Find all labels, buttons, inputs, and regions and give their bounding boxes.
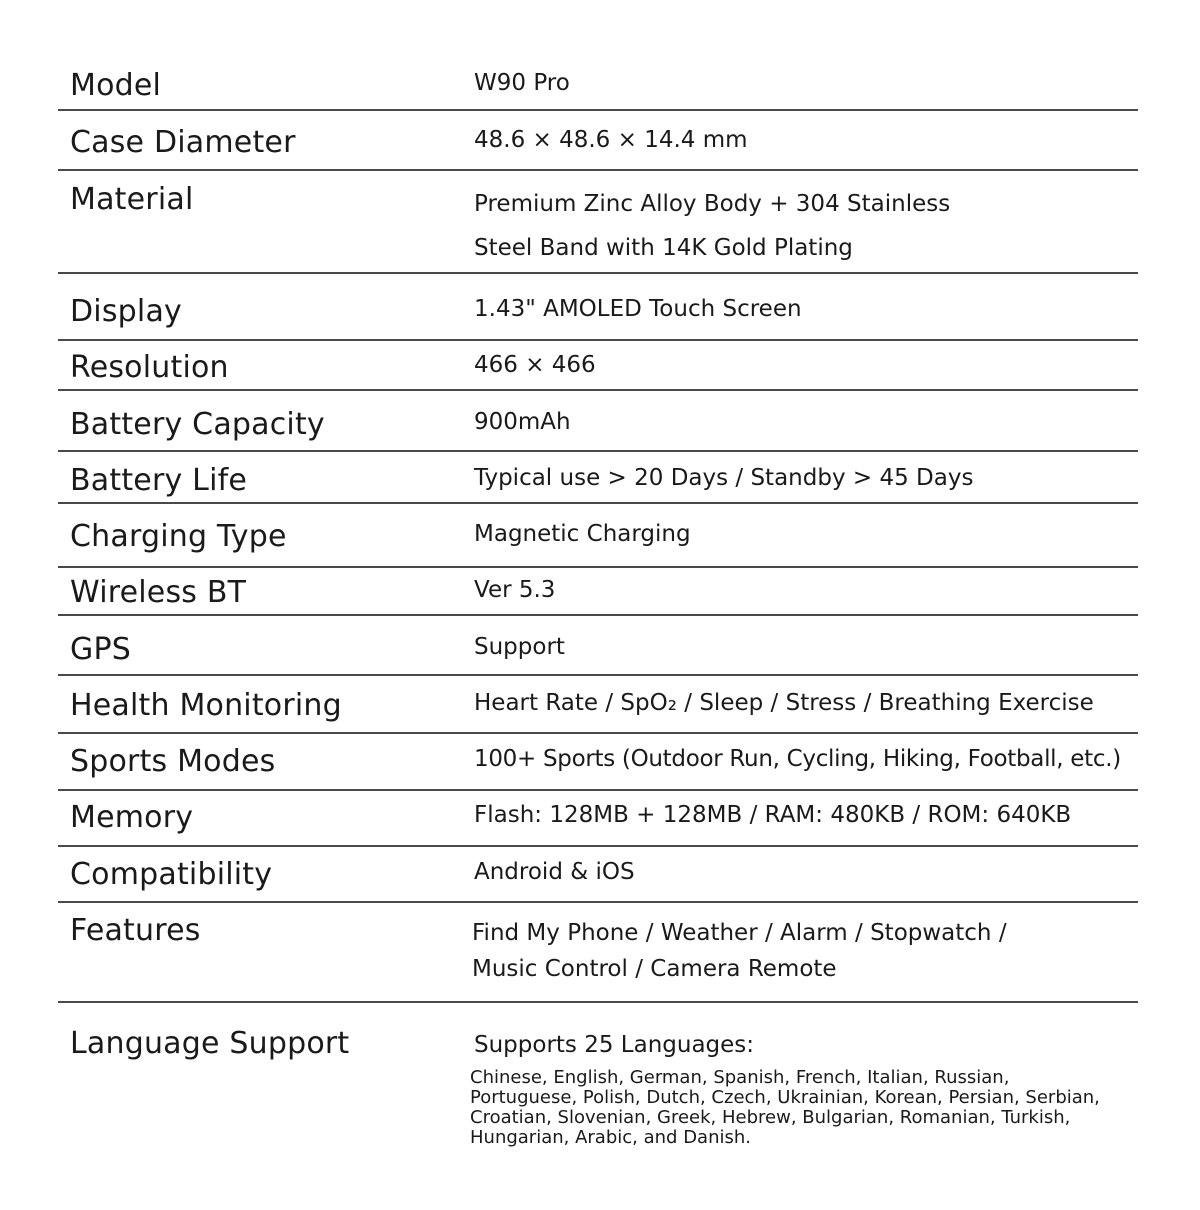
row-divider	[58, 614, 1138, 616]
row-divider	[58, 1001, 1138, 1003]
row-divider	[58, 566, 1138, 568]
spec-value: Support	[474, 634, 565, 660]
row-divider	[58, 450, 1138, 452]
language-list-line-4: Hungarian, Arabic, and Danish.	[470, 1127, 751, 1148]
spec-value: Flash: 128MB + 128MB / RAM: 480KB / ROM: 640KB	[474, 802, 1072, 828]
spec-value-line-2: Steel Band with 14K Gold Plating	[474, 235, 853, 261]
spec-label: Model	[70, 68, 162, 103]
spec-value-line-1: Premium Zinc Alloy Body + 304 Stainless	[474, 191, 951, 217]
spec-label: Battery Life	[70, 463, 248, 498]
spec-label: Display	[70, 294, 182, 329]
language-list-line-3: Croatian, Slovenian, Greek, Hebrew, Bulgarian, Romanian, Turkish,	[470, 1107, 1071, 1128]
row-divider	[58, 109, 1138, 111]
spec-label: Battery Capacity	[70, 407, 325, 442]
spec-label: Compatibility	[70, 857, 273, 892]
row-divider	[58, 339, 1138, 341]
spec-value: W90 Pro	[474, 70, 570, 96]
spec-value: 1.43" AMOLED Touch Screen	[474, 296, 802, 322]
spec-value: Android & iOS	[474, 859, 635, 885]
spec-label: Wireless BT	[70, 575, 247, 610]
spec-value: Ver 5.3	[474, 577, 556, 603]
spec-value: Heart Rate / SpO₂ / Sleep / Stress / Breathing Exercise	[474, 690, 1094, 716]
spec-value: 466 × 466	[474, 352, 596, 378]
spec-value: Supports 25 Languages:	[474, 1032, 755, 1058]
spec-label: Memory	[70, 800, 194, 835]
spec-label: Health Monitoring	[70, 688, 342, 723]
spec-label: Resolution	[70, 350, 229, 385]
spec-label: Features	[70, 913, 201, 948]
spec-label: Material	[70, 182, 194, 217]
spec-label: Sports Modes	[70, 744, 276, 779]
spec-value-line-1: Find My Phone / Weather / Alarm / Stopwatch /	[472, 920, 1007, 946]
spec-label: Language Support	[70, 1026, 350, 1061]
spec-value: Magnetic Charging	[474, 521, 691, 547]
spec-value: 48.6 × 48.6 × 14.4 mm	[474, 127, 748, 153]
spec-label: GPS	[70, 632, 131, 667]
language-list-line-2: Portuguese, Polish, Dutch, Czech, Ukrainian, Korean, Persian, Serbian,	[470, 1087, 1100, 1108]
row-divider	[58, 389, 1138, 391]
spec-value-line-2: Music Control / Camera Remote	[472, 956, 837, 982]
row-divider	[58, 272, 1138, 274]
spec-value: 900mAh	[474, 409, 571, 435]
spec-label: Charging Type	[70, 519, 287, 554]
row-divider	[58, 674, 1138, 676]
row-divider	[58, 789, 1138, 791]
row-divider	[58, 845, 1138, 847]
row-divider	[58, 901, 1138, 903]
row-divider	[58, 502, 1138, 504]
row-divider	[58, 169, 1138, 171]
spec-value: Typical use > 20 Days / Standby > 45 Days	[474, 465, 974, 491]
spec-value: 100+ Sports (Outdoor Run, Cycling, Hiking, Football, etc.)	[474, 746, 1121, 772]
language-list-line-1: Chinese, English, German, Spanish, French, Italian, Russian,	[470, 1067, 1010, 1088]
row-divider	[58, 732, 1138, 734]
spec-label: Case Diameter	[70, 125, 296, 160]
